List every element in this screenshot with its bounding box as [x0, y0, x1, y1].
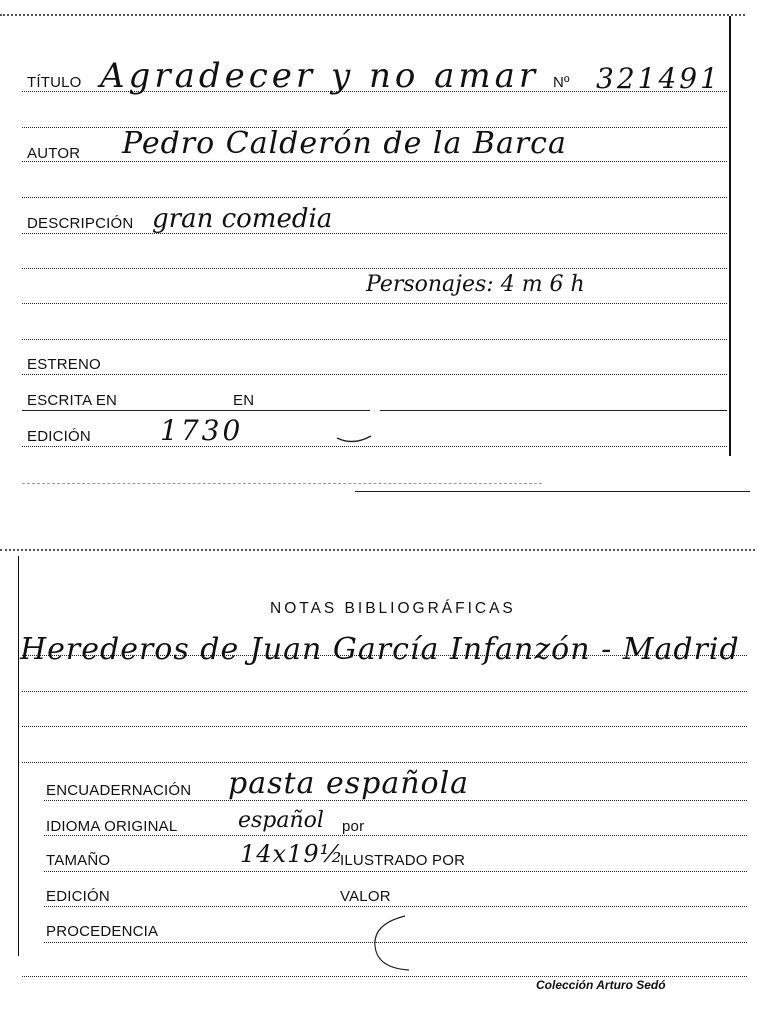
ruled-line	[22, 762, 747, 763]
numero-label: Nº	[553, 74, 570, 91]
tamano-value: 14x19½	[240, 840, 344, 868]
edicion-label-bottom: EDICIÓN	[46, 888, 110, 905]
titulo-value: Agradecer y no amar	[100, 56, 540, 96]
tamano-label: TAMAÑO	[46, 852, 111, 869]
notas-value: Herederos de Juan García Infanzón - Madrid	[20, 632, 740, 667]
pencil-stroke-mark	[335, 428, 375, 448]
descripcion-label: DESCRIPCIÓN	[27, 215, 134, 232]
titulo-label: TÍTULO	[27, 74, 82, 91]
card-top-edge	[0, 14, 745, 16]
card-right-edge	[729, 16, 731, 456]
encuadernacion-value: pasta española	[228, 766, 470, 801]
ruled-line	[22, 197, 727, 198]
ruled-line	[22, 691, 747, 692]
ruled-line	[22, 410, 370, 411]
valor-label: VALOR	[340, 888, 391, 905]
ruled-line	[44, 835, 747, 836]
ruled-line	[22, 726, 747, 727]
upper-catalog-card	[0, 0, 759, 500]
por-label: por	[342, 818, 365, 835]
ruled-line	[22, 161, 727, 162]
autor-value: Pedro Calderón de la Barca	[122, 126, 567, 161]
estreno-label: ESTRENO	[27, 356, 101, 373]
card-top-edge	[0, 549, 755, 551]
ruled-line	[22, 268, 727, 269]
edicion-label: EDICIÓN	[27, 428, 91, 445]
pencil-bracket-mark	[365, 910, 425, 980]
card-bottom-edge	[22, 483, 542, 484]
ruled-line	[22, 339, 727, 340]
autor-label: AUTOR	[27, 145, 81, 162]
ruled-line	[22, 374, 727, 375]
edicion-year-value: 1730	[160, 414, 244, 447]
ilustrado-label: ILUSTRADO POR	[340, 852, 466, 869]
notas-heading: NOTAS BIBLIOGRÁFICAS	[270, 600, 516, 617]
numero-value: 321491	[596, 62, 721, 95]
escrita-en-label: ESCRITA EN	[27, 392, 118, 409]
ruled-line	[22, 303, 727, 304]
procedencia-label: PROCEDENCIA	[46, 923, 159, 940]
descripcion-value: gran comedia	[152, 204, 333, 234]
idioma-label: IDIOMA ORIGINAL	[46, 818, 178, 835]
ruled-line	[22, 233, 727, 234]
collection-footer: Colección Arturo Sedó	[536, 978, 666, 992]
ruled-line	[380, 410, 727, 411]
en-label: EN	[233, 392, 255, 409]
ruled-line	[44, 906, 747, 907]
card-bottom-edge	[355, 491, 750, 492]
lower-catalog-card	[0, 538, 759, 1028]
idioma-value: español	[238, 808, 324, 833]
personajes-value: Personajes: 4 m 6 h	[366, 272, 585, 297]
card-left-edge	[18, 556, 19, 956]
ruled-line	[44, 871, 747, 872]
encuadernacion-label: ENCUADERNACIÓN	[46, 782, 192, 799]
